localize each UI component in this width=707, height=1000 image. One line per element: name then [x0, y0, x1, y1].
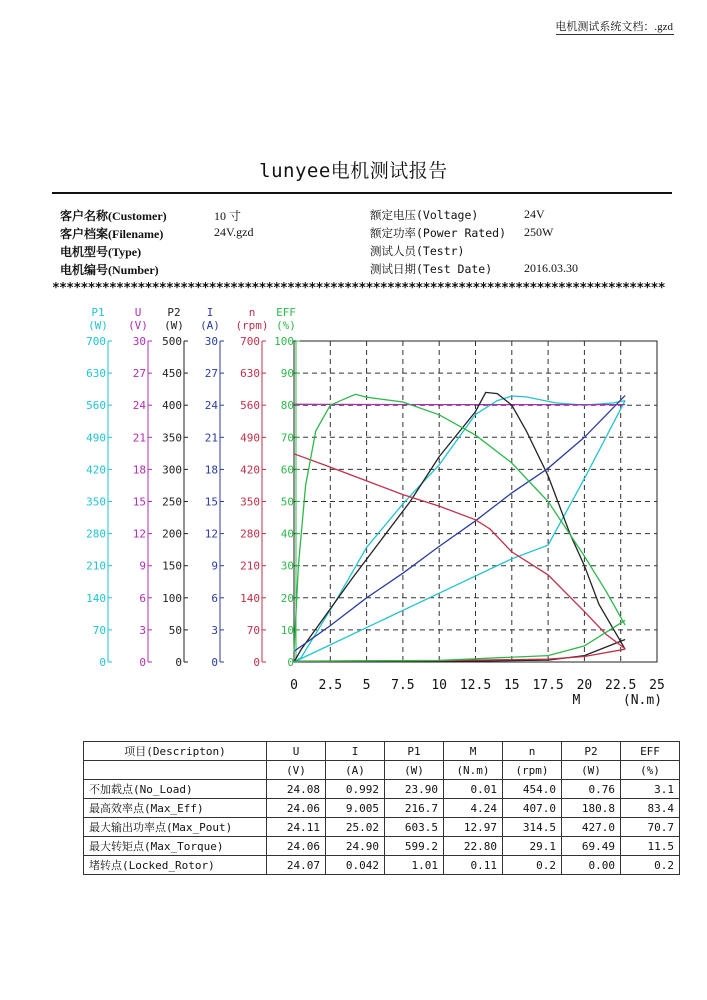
table-cell: 堵转点(Locked_Rotor)	[84, 856, 267, 875]
table-header-cell: (%)	[621, 761, 680, 780]
separator-line: **************************************************************************************	[52, 281, 665, 296]
table-cell: 24.11	[267, 818, 326, 837]
y-tick-label: 630	[86, 367, 106, 381]
table-cell: 69.49	[562, 837, 621, 856]
motor-performance-chart	[0, 300, 707, 720]
x-tick-label: 20	[576, 678, 593, 693]
table-cell: 83.4	[621, 799, 680, 818]
customer-label: 客户名称(Customer)	[60, 209, 167, 223]
table-header-row	[84, 742, 680, 761]
y-tick-label: 3	[139, 623, 146, 637]
x-tick-label: 10	[431, 678, 448, 693]
header-rule	[556, 34, 674, 35]
y-tick-label: 60	[280, 463, 294, 477]
table-cell: 216.7	[385, 799, 444, 818]
title-rule	[52, 192, 672, 194]
y-tick-label: 0	[253, 656, 260, 669]
y-tick-label: 300	[162, 463, 182, 477]
table-cell: 22.80	[444, 837, 503, 856]
customer-value: 10 寸	[214, 209, 242, 223]
table-header-cell: P2	[562, 742, 621, 761]
y-axis-unit: (A)	[200, 319, 220, 332]
table-cell: 314.5	[503, 818, 562, 837]
y-tick-label: 490	[240, 431, 260, 445]
table-row	[84, 856, 680, 875]
y-tick-label: 0	[287, 656, 294, 669]
y-axis-u	[128, 306, 152, 669]
table-header-cell: P1	[385, 742, 444, 761]
y-tick-label: 0	[139, 656, 146, 669]
table-cell: 29.1	[503, 837, 562, 856]
series-p1	[294, 396, 625, 662]
y-tick-label: 630	[240, 367, 260, 381]
report-title: lunyee电机测试报告	[259, 160, 448, 182]
table-header-cell: U	[267, 742, 326, 761]
voltage-value: 24V	[524, 207, 545, 221]
x-tick-label: 25	[649, 678, 665, 693]
table-cell: 0.2	[503, 856, 562, 875]
y-tick-label: 6	[139, 591, 146, 605]
y-tick-label: 12	[132, 527, 146, 541]
y-tick-label: 30	[132, 335, 146, 348]
table-cell: 23.90	[385, 780, 444, 799]
y-tick-label: 700	[86, 335, 106, 348]
y-tick-label: 150	[162, 559, 182, 573]
y-axis-i	[200, 306, 224, 669]
table-cell: 25.02	[326, 818, 385, 837]
filename-value: 24V.gzd	[214, 225, 254, 239]
y-tick-label: 200	[162, 527, 182, 541]
table-header-cell: (N.m)	[444, 761, 503, 780]
table-cell: 11.5	[621, 837, 680, 856]
x-axis-unit: (N.m)	[622, 693, 663, 708]
filename-label: 客户档案(Filename)	[60, 227, 164, 241]
table-header-cell: (W)	[562, 761, 621, 780]
table-cell: 0.042	[326, 856, 385, 875]
table-cell: 0.992	[326, 780, 385, 799]
table-cell: 0.2	[621, 856, 680, 875]
x-tick-label: 22.5	[605, 678, 637, 693]
series-eff	[294, 394, 625, 652]
y-tick-label: 140	[86, 591, 106, 605]
y-axis-name: I	[206, 306, 214, 319]
y-tick-label: 27	[132, 367, 146, 381]
chart-y-axes	[86, 306, 300, 669]
y-tick-label: 560	[86, 399, 106, 413]
y-tick-label: 24	[132, 399, 146, 413]
x-tick-label: 15	[503, 678, 520, 693]
table-header-cell: (A)	[326, 761, 385, 780]
table-cell: 407.0	[503, 799, 562, 818]
power-rated-value: 250W	[524, 225, 554, 239]
table-header-cell: (W)	[385, 761, 444, 780]
y-tick-label: 420	[86, 463, 106, 477]
y-axis-name: U	[134, 306, 142, 319]
y-tick-label: 70	[246, 623, 260, 637]
table-cell: 最大转矩点(Max_Torque)	[84, 837, 267, 856]
table-cell: 0.76	[562, 780, 621, 799]
table-cell: 最高效率点(Max_Eff)	[84, 799, 267, 818]
y-tick-label: 100	[274, 335, 294, 348]
number-label: 电机编号(Number)	[60, 263, 159, 277]
y-tick-label: 400	[162, 399, 182, 413]
y-tick-label: 12	[204, 527, 218, 541]
table-cell: 70.7	[621, 818, 680, 837]
y-tick-label: 24	[204, 399, 218, 413]
type-label: 电机型号(Type)	[60, 245, 142, 259]
series-eff-low	[294, 620, 625, 661]
y-tick-label: 15	[204, 495, 218, 509]
y-tick-label: 50	[280, 495, 294, 509]
table-cell: 0.01	[444, 780, 503, 799]
tester-label: 测试人员(Testr)	[370, 244, 465, 258]
table-cell: 180.8	[562, 799, 621, 818]
table-header-cell: n	[503, 742, 562, 761]
y-tick-label: 420	[240, 463, 260, 477]
y-tick-label: 250	[162, 495, 182, 509]
y-tick-label: 210	[240, 559, 260, 573]
table-cell: 0.00	[562, 856, 621, 875]
y-tick-label: 30	[204, 335, 218, 348]
y-tick-label: 40	[280, 527, 294, 541]
y-tick-label: 280	[240, 527, 260, 541]
table-units-row	[84, 761, 680, 780]
chart-grid	[294, 341, 657, 662]
power-rated-label: 额定功率(Power Rated)	[370, 226, 507, 240]
table-header-cell: (rpm)	[503, 761, 562, 780]
table-cell: 9.005	[326, 799, 385, 818]
y-tick-label: 9	[139, 559, 146, 573]
y-tick-label: 50	[168, 623, 182, 637]
x-tick-label: 17.5	[532, 678, 564, 693]
test-date-value: 2016.03.30	[524, 261, 578, 275]
y-tick-label: 140	[240, 591, 260, 605]
table-cell: 24.08	[267, 780, 326, 799]
series-p2	[294, 392, 625, 662]
series-i	[294, 396, 625, 652]
series-n	[294, 454, 625, 649]
y-tick-label: 280	[86, 527, 106, 541]
y-axis-name: P1	[91, 306, 105, 319]
table-cell: 24.06	[267, 837, 326, 856]
table-row	[84, 837, 680, 856]
x-tick-label: 0	[290, 678, 298, 693]
y-axis-name: n	[248, 306, 256, 319]
y-tick-label: 0	[99, 656, 106, 669]
table-cell: 427.0	[562, 818, 621, 837]
y-axis-unit: (%)	[276, 319, 296, 332]
table-row	[84, 818, 680, 837]
y-tick-label: 350	[86, 495, 106, 509]
table-header-cell: 项目(Descripton)	[84, 742, 267, 761]
table-header-cell	[84, 761, 267, 780]
y-tick-label: 10	[280, 623, 294, 637]
y-tick-label: 490	[86, 431, 106, 445]
test-date-label: 测试日期(Test Date)	[370, 262, 493, 276]
y-axis-unit: (W)	[164, 319, 184, 332]
table-cell: 24.07	[267, 856, 326, 875]
y-tick-label: 18	[132, 463, 146, 477]
y-axis-p2	[162, 306, 188, 669]
table-header-cell: I	[326, 742, 385, 761]
y-tick-label: 0	[175, 656, 182, 669]
y-tick-label: 80	[280, 399, 294, 413]
document-note: 电机测试系统文档：.gzd	[555, 21, 673, 33]
y-tick-label: 9	[211, 559, 218, 573]
y-tick-label: 3	[211, 623, 218, 637]
y-axis-n	[235, 306, 268, 669]
y-tick-label: 90	[280, 367, 294, 381]
y-tick-label: 100	[162, 591, 182, 605]
table-cell: 24.06	[267, 799, 326, 818]
y-tick-label: 70	[92, 623, 106, 637]
table-header-cell: M	[444, 742, 503, 761]
x-tick-label: 7.5	[391, 678, 415, 693]
y-tick-label: 27	[204, 367, 218, 381]
y-tick-label: 20	[280, 591, 294, 605]
table-cell: 最大输出功率点(Max_Pout)	[84, 818, 267, 837]
results-table	[83, 741, 680, 875]
table-cell: 12.97	[444, 818, 503, 837]
y-tick-label: 15	[132, 495, 146, 509]
y-tick-label: 21	[204, 431, 218, 445]
y-tick-label: 0	[211, 656, 218, 669]
table-cell: 1.01	[385, 856, 444, 875]
table-row	[84, 780, 680, 799]
y-tick-label: 6	[211, 591, 218, 605]
table-header-cell: (V)	[267, 761, 326, 780]
table-cell: 不加载点(No_Load)	[84, 780, 267, 799]
x-tick-label: 12.5	[459, 678, 492, 693]
y-tick-label: 500	[162, 335, 182, 348]
x-tick-label: 2.5	[318, 678, 343, 693]
chart-x-axis	[290, 678, 665, 708]
table-cell: 3.1	[621, 780, 680, 799]
y-axis-p1	[86, 306, 112, 669]
series-p2-low	[294, 640, 625, 662]
y-tick-label: 18	[204, 463, 218, 477]
chart-series	[294, 392, 625, 662]
x-tick-label: 5	[362, 678, 371, 693]
y-tick-label: 700	[240, 335, 260, 348]
table-cell: 599.2	[385, 837, 444, 856]
y-axis-unit: (rpm)	[235, 319, 269, 332]
y-tick-label: 560	[240, 399, 260, 413]
y-tick-label: 450	[162, 367, 182, 381]
y-tick-label: 21	[132, 431, 146, 445]
y-tick-label: 210	[86, 559, 106, 573]
y-tick-label: 350	[240, 495, 260, 509]
table-row	[84, 799, 680, 818]
x-axis-name: M	[572, 693, 581, 708]
y-axis-name: P2	[167, 306, 181, 319]
voltage-label: 额定电压(Voltage)	[370, 208, 479, 222]
y-tick-label: 30	[280, 559, 294, 573]
y-axis-unit: (V)	[128, 319, 148, 332]
table-cell: 24.90	[326, 837, 385, 856]
y-axis-name: EFF	[276, 306, 296, 319]
y-axis-unit: (W)	[88, 319, 108, 332]
y-tick-label: 70	[280, 431, 294, 445]
table-cell: 0.11	[444, 856, 503, 875]
table-header-cell: EFF	[621, 742, 680, 761]
table-cell: 4.24	[444, 799, 503, 818]
table-cell: 454.0	[503, 780, 562, 799]
y-tick-label: 350	[162, 431, 182, 445]
table-cell: 603.5	[385, 818, 444, 837]
